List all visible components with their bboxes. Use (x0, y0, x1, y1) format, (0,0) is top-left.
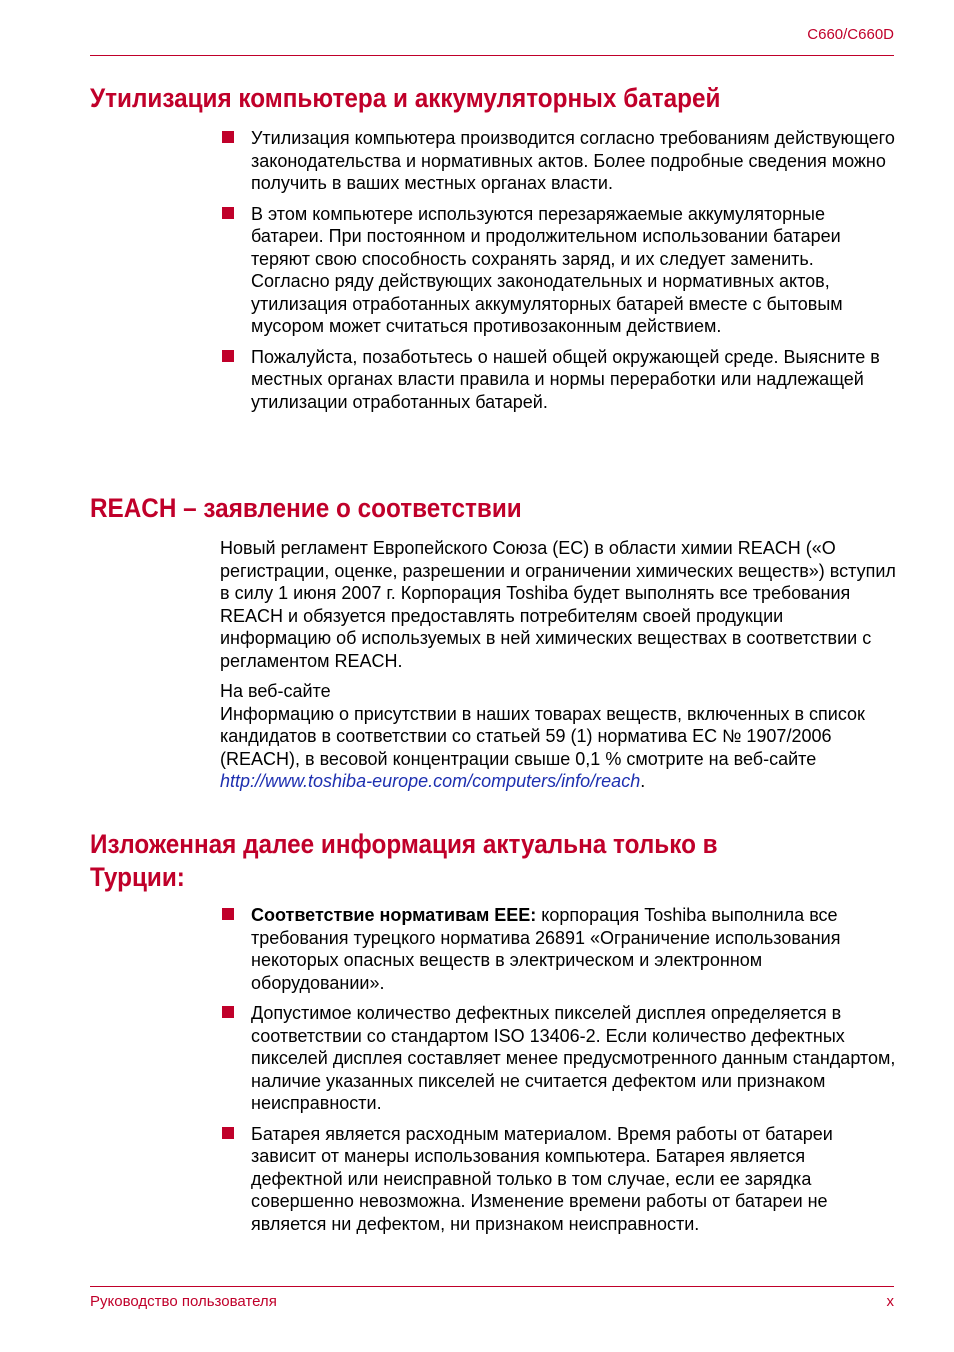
turkey-item-1-title: Соответствие нормативам EEE: (251, 905, 537, 925)
disposal-heading: Утилизация компьютера и аккумуляторных батарей (90, 83, 721, 113)
turkey-item-2 (220, 1002, 896, 1115)
footer-divider (90, 1286, 894, 1287)
footer-page-number: x (886, 1293, 894, 1310)
disposal-item-2 (220, 203, 896, 338)
turkey-item-1-text: корпорация Toshiba выполнила все требования турецкого норматива 26891 «Ограничение использования некоторых опасных веществ в электрическом и электронном оборудовании». (251, 905, 841, 993)
turkey-item-3-text: Батарея является расходным материалом. Время работы от батареи зависит от манеры использования компьютера. Батарея является дефектной или неисправной только в том случае, если ее зарядка совершенно невозможна. Изменение времени работы от батареи не является ни дефектом, ни признаком неисправности. (251, 1123, 833, 1234)
reach-paragraph-1: Новый регламент Европейского Союза (ЕС) в области химии REACH («О регистрации, оценке, разрешении и ограничении химических веществ») вступил в силу 1 июня 2007 г. Корпорация Toshiba будет выполнять все требования REACH и обязуется предоставлять потребителям своей продукции информацию об используемых в ней химических веществах в соответствии с регламентом REACH. (220, 538, 896, 671)
bullet-square-icon (222, 1006, 234, 1018)
bullet-square-icon (222, 350, 234, 362)
turkey-item-3 (220, 1123, 896, 1236)
turkey-item-2-text: Допустимое количество дефектных пикселей дисплея определяется в соответствии со стандартом ISO 13406-2. Если количество дефектных пикселей дисплея составляет менее предусмотренного данным стандартом, наличие указанных пикселей не считается дефектом или признаком неисправности. (251, 1003, 896, 1113)
disposal-list (220, 127, 896, 413)
turkey-list (220, 904, 896, 1235)
bullet-square-icon (222, 1127, 234, 1139)
bullet-square-icon (222, 207, 234, 219)
reach-link-tail: . (640, 771, 646, 791)
footer-manual-title: Руководство пользователя (90, 1293, 277, 1310)
reach-website-link[interactable]: http://www.toshiba-europe.com/computers/info/reach (220, 771, 641, 791)
disposal-item-2-text: В этом компьютере используются перезаряжаемые аккумуляторные батареи. При постоянном и продолжительном использовании батареи теряют свою способность сохранять заряд, и их следует заменить. Согласно ряду действующих законодательных и нормативных актов, утилизация отработанных аккумуляторных батарей вместе с бытовым мусором может считаться противозаконным действием. (251, 203, 843, 336)
turkey-item-1 (220, 904, 896, 994)
disposal-item-1-text: Утилизация компьютера производится согласно требованиям действующего законодательства и нормативных актов. Более подробные сведения можно получить в ваших местных органах власти. (251, 128, 895, 193)
reach-website-label: На веб-сайте (220, 681, 331, 701)
bullet-square-icon (222, 131, 234, 143)
bullet-square-icon (222, 908, 234, 920)
disposal-item-3 (220, 346, 896, 414)
reach-paragraph-2-text: Информацию о присутствии в наших товарах веществ, включенных в список кандидатов в соответствии со статьей 59 (1) норматива ЕС № 1907/2006 (REACH), в весовой концентрации свыше 0,1 % смотрите на веб-сайте (220, 703, 865, 769)
disposal-item-1 (220, 127, 896, 195)
reach-heading: REACH – заявление о соответствии (90, 493, 522, 523)
page-header-model: C660/C660D (807, 26, 894, 43)
header-divider (90, 55, 894, 56)
turkey-heading: Изложенная далее информация актуальна только в Турции: (90, 829, 718, 892)
reach-paragraph-2 (220, 680, 896, 793)
disposal-item-3-text: Пожалуйста, позаботьтесь о нашей общей окружающей среде. Выясните в местных органах власти правила и нормы переработки или надлежащей утилизации отработанных батарей. (251, 346, 880, 412)
